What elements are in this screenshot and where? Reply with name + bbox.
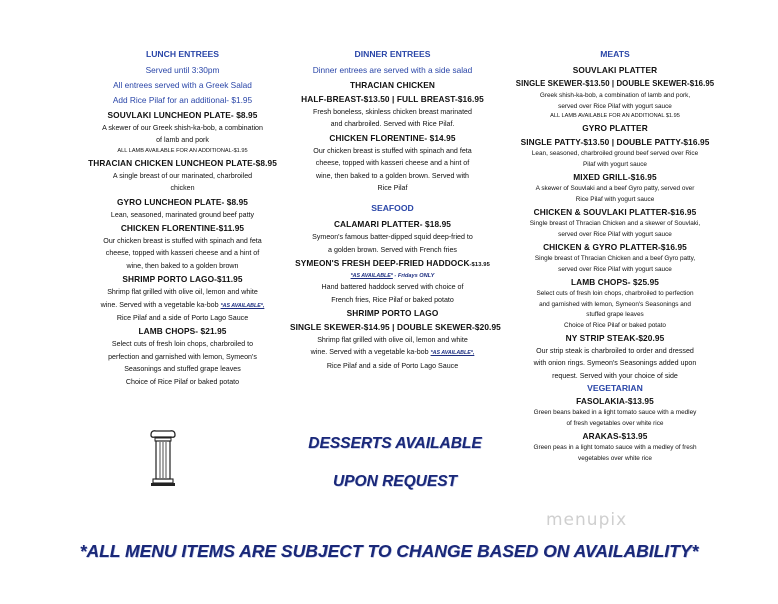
menu-item-desc: Lean, seasoned, charbroiled ground beef served over Rice [531,150,699,157]
as-available-stamp: *AS AVAILABLE*, [430,350,475,357]
menu-item-desc: Shrimp flat grilled with olive oil, lemon and white [107,288,258,297]
menu-item-title: NY STRIP STEAK-$20.95 [565,333,665,343]
menu-item-desc: Shrimp flat grilled with olive oil, lemon and white [317,336,468,345]
menu-item [512,331,718,382]
lunch-header: LUNCH ENTREES [145,49,220,59]
menu-item-desc: cheese, topped with kasseri cheese and a hint of [315,159,470,168]
menu-item-desc: Fresh boneless, skinless chicken breast marinated [313,108,472,116]
thracian-chicken-price: HALF-BREAST-$13.50 | FULL BREAST-$16.95 [301,94,484,104]
desserts-line-1: DESSERTS AVAILABLE [308,435,482,452]
thracian-chicken-header: THRACIAN CHICKEN [349,80,436,90]
menu-item-desc: Our chicken breast is stuffed with spinach and feta [103,237,262,246]
menu-item-desc: Select cuts of fresh loin chops, charbroiled to [111,340,254,349]
menu-item-desc: Green peas in a light tomato sauce with a medley of fresh [533,444,697,452]
gyro-platter-header: GYRO PLATTER [582,123,648,133]
menu-item-title: CHICKEN & GYRO PLATTER-$16.95 [543,242,687,252]
menu-item-desc: of lamb and pork [156,136,209,145]
menu-item [512,240,718,275]
menu-item-desc-part: wine. Served with a vegetable ka-bob [310,348,429,357]
menu-item [512,205,718,240]
menu-item-title: ARAKAS-$13.95 [582,431,648,442]
menu-item-desc: a golden brown. Served with French fries [328,245,457,254]
menu-item-desc: A single breast of our marinated, charbroiled [112,171,253,180]
menu-item [512,394,718,429]
menu-item-desc: cheese, topped with kasseri cheese and a hint of [105,249,260,258]
haddock-name: SYMEON'S FRESH DEEP-FRIED HADDOCK [295,258,470,269]
souvlaki-platter-header: SOUVLAKI PLATTER [572,65,658,75]
menu-item-desc: wine, then baked to a golden brown. Served with [315,171,469,180]
menu-item-note: ALL LAMB AVAILABLE FOR AN ADDITIONAL $1.95 [550,113,680,119]
menu-item-title: CHICKEN FLORENTINE-$11.95 [120,223,245,234]
seafood-header: SEAFOOD [371,203,414,214]
fridays-only-note: - Fridays ONLY [392,273,435,280]
desserts-line-2: UPON REQUEST [332,473,457,490]
menu-item-desc: Hand battered haddock served with choice of [321,283,464,292]
menu-item-desc: Rice Pilaf and a side of Porto Lago Sauce [116,314,249,323]
menu-item-desc: Rice Pilaf and a side of Porto Lago Sauce [326,361,459,370]
menu-item-desc: chicken [170,184,195,193]
menu-item [80,108,285,156]
availability-disclaimer: *ALL MENU ITEMS ARE SUBJECT TO CHANGE BASED ON AVAILABILITY* [79,541,699,561]
menu-item-desc: wine, then baked to a golden brown [126,261,239,270]
menupix-watermark: menupix [546,510,628,530]
menu-item-desc: of fresh vegetables over white rice [566,419,664,427]
menu-item-desc: Our strip steak is charbroiled to order and dressed [536,347,694,355]
desserts-banner [290,425,500,501]
menu-item-desc: request. Served with your choice of side [552,371,678,380]
menu-item-desc [80,299,285,312]
shrimp-porto-lago-title: SHRIMP PORTO LAGO [346,308,439,319]
menu-item-title: LAMB CHOPS- $21.95 [138,326,227,337]
chicken-florentine-title: CHICKEN FLORENTINE- $14.95 [329,132,456,143]
menu-item-desc: French fries, Rice Pilaf or baked potato [331,295,454,304]
lunch-intro-1: Served until 3:30pm [145,65,220,75]
spacer [290,194,495,202]
haddock-price: -$13.95 [469,262,490,269]
menu-item-desc: perfection and garnished with lemon, Symeon's [108,352,257,361]
menu-item-title: CHICKEN & SOUVLAKI PLATTER-$16.95 [533,207,697,217]
souvlaki-platter-price: SINGLE SKEWER-$13.50 | DOUBLE SKEWER-$16.95 [515,79,715,88]
menu-item-desc: served over Rice Pilaf with yogurt sauce [558,230,672,238]
menu-item-desc: Select cuts of fresh loin chops, charbroiled to perfection [536,290,694,297]
menu-item-title: MIXED GRILL-$16.95 [573,172,657,182]
menu-item-desc: A skewer of Souvlaki and a beef Gyro patty, served over [535,185,695,192]
menu-item [512,170,718,205]
menu-item-title: SHRIMP PORTO LAGO-$11.95 [122,274,243,285]
greek-column-icon [150,429,176,487]
menu-item-desc [290,346,495,359]
shrimp-porto-lago-price: SINGLE SKEWER-$14.95 | DOUBLE SKEWER-$20.95 [290,322,501,333]
menu-item-desc: Choice of Rice Pilaf or baked potato [564,321,666,329]
menu-item-desc: and garnished with lemon, Symeon's Seasonings and [539,300,691,308]
calamari-title: CALAMARI PLATTER- $18.95 [333,219,452,230]
menu-item-desc: Greek shish-ka-bob, a combination of lamb and pork, [539,92,691,99]
menu-item-desc: Seasonings and stuffed grape leaves [124,365,241,374]
haddock-title [290,256,495,272]
menu-item-desc: Rice Pilaf with yogurt sauce [575,195,655,203]
menu-item-desc: vegetables over white rice [578,454,652,462]
menu-item-desc: and charbroiled. Served with Rice Pilaf. [330,120,455,129]
menu-item-desc-part: wine. Served with a vegetable ka-bob [100,300,219,309]
as-available-stamp: *AS AVAILABLE*, [220,302,265,309]
menu-item-desc: stuffed grape leaves [586,311,644,318]
menu-item-desc: Lean, seasoned, marinated ground beef patty [110,210,255,219]
meats-column [512,48,718,464]
menu-item-desc: Our chicken breast is stuffed with spinach and feta [313,146,472,155]
meats-header: MEATS [600,49,630,59]
menu-item-desc: Rice Pilaf [377,184,408,193]
menu-item-title: SOUVLAKI LUNCHEON PLATE- $8.95 [107,110,258,120]
menu-item-desc: served over Rice Pilaf with yogurt sauce [558,265,672,273]
dinner-header: DINNER ENTREES [354,49,431,59]
menu-item [80,272,285,324]
menu-item [80,156,285,195]
menu-item-note: ALL LAMB AVAILABLE FOR AN ADDITIONAL-$1.95 [117,147,248,154]
menu-item [80,195,285,221]
menu-item [80,324,285,388]
lunch-intro-3: Add Rice Pilaf for an additional- $1.95 [112,95,253,105]
menu-item-desc: A skewer of our Greek shish-ka-bob, a combination [102,124,263,132]
menu-item-title: FASOLAKIA-$13.95 [576,396,654,407]
menu-item-title: THRACIAN CHICKEN LUNCHEON PLATE-$8.95 [88,157,277,168]
menu-item-desc: Single breast of Thracian Chicken and a beef Gyro patty, [534,255,696,262]
menu-item-title: GYRO LUNCHEON PLATE- $8.95 [116,196,249,207]
menu-item-desc: Green beans baked in a light tomato sauce with a medley [533,409,697,417]
menu-item-desc: Choice of Rice Pilaf or baked potato [125,377,240,386]
menu-item [512,275,718,331]
as-available-stamp: *AS AVAILABLE* [350,273,393,280]
gyro-platter-price: SINGLE PATTY-$13.50 | DOUBLE PATTY-$16.95 [520,137,710,147]
menu-item [512,429,718,464]
menu-item-title: LAMB CHOPS- $25.95 [570,277,660,287]
lunch-column [80,48,285,388]
menu-item-desc: served over Rice Pilaf with yogurt sauce [558,102,672,110]
dinner-column [290,48,501,372]
menu-item-desc: Single breast of Thracian Chicken and a skewer of Souvlaki, [529,220,701,227]
menu-item [80,221,285,272]
dinner-intro: Dinner entrees are served with a side salad [312,65,473,75]
menu-item-desc: Pilaf with yogurt sauce [583,160,647,168]
haddock-availability [290,272,495,281]
menu-item-desc: Symeon's famous batter-dipped squid deep-fried to [312,233,473,242]
lunch-intro-2: All entrees served with a Greek Salad [113,80,252,90]
menu-item-desc: with onion rings. Symeon's Seasonings added upon [533,359,697,368]
vegetarian-header: VEGETARIAN [587,383,643,394]
